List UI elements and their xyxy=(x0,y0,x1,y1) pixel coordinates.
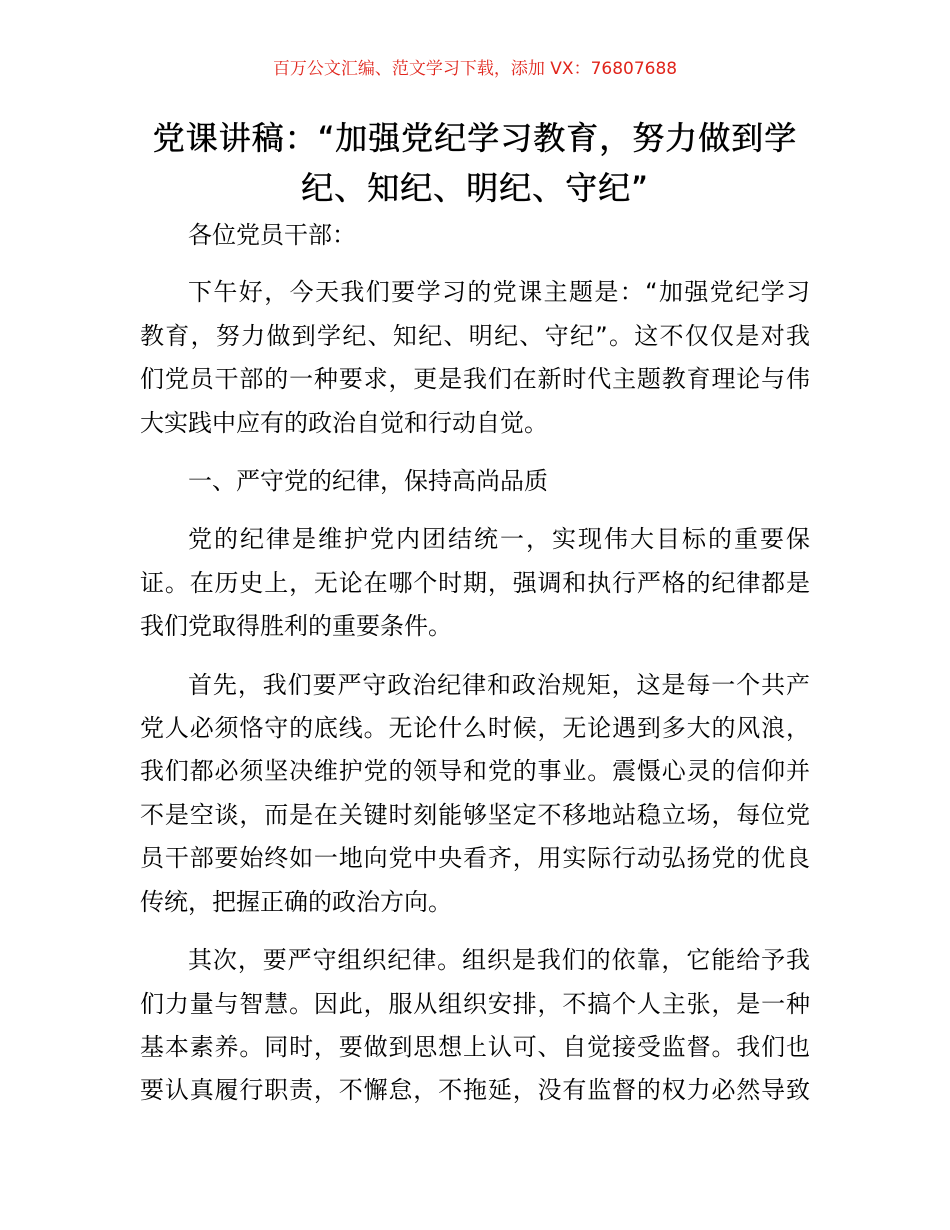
greeting xyxy=(140,214,810,257)
section-heading-1 xyxy=(140,460,810,503)
paragraph-line: 员干部要始终如一地向党中央看齐，用实际行动弘扬党的优良 xyxy=(140,844,810,873)
document-body xyxy=(140,214,810,1128)
paragraph-discipline xyxy=(140,518,810,648)
paragraph-line: 大实践中应有的政治自觉和行动自觉。 xyxy=(140,408,548,437)
paragraph-line: 们力量与智慧。因此，服从组织安排，不搞个人主张，是一种 xyxy=(140,989,810,1018)
paragraph-line: 基本素养。同时，要做到思想上认可、自觉接受监督。我们也 xyxy=(140,1032,810,1061)
document-title xyxy=(140,113,810,213)
title-line-2: 纪、知纪、明纪、守纪” xyxy=(301,169,649,207)
paragraph-line: 教育，努力做到学纪、知纪、明纪、守纪”。这不仅仅是对我 xyxy=(140,321,810,350)
paragraph-line: 下午好，今天我们要学习的党课主题是：“加强党纪学习 xyxy=(188,278,810,307)
paragraph-organizational-discipline xyxy=(140,939,810,1113)
paragraph-political-discipline xyxy=(140,664,810,924)
paragraph-line: 要认真履行职责，不懈怠，不拖延，没有监督的权力必然导致 xyxy=(140,1076,810,1105)
paragraph-line: 不是空谈，而是在关键时刻能够坚定不移地站稳立场，每位党 xyxy=(140,800,810,829)
greeting-text: 各位党员干部： xyxy=(188,221,356,249)
paragraph-intro xyxy=(140,271,810,445)
paragraph-line: 其次，要严守组织纪律。组织是我们的依靠，它能给予我 xyxy=(188,946,810,975)
paragraph-line: 我们党取得胜利的重要条件。 xyxy=(140,612,452,641)
paragraph-line: 党的纪律是维护党内团结统一，实现伟大目标的重要保 xyxy=(188,525,810,554)
title-line-1: 党课讲稿：“加强党纪学习教育，努力做到学 xyxy=(152,119,798,157)
section-heading-text: 一、严守党的纪律，保持高尚品质 xyxy=(188,467,548,496)
paragraph-line: 首先，我们要严守政治纪律和政治规矩，这是每一个共产 xyxy=(188,670,810,699)
promo-banner: 百万公文汇编、范文学习下载，添加 VX：76807688 xyxy=(272,59,678,79)
paragraph-line: 我们都必须坚决维护党的领导和党的事业。震慑心灵的信仰并 xyxy=(140,757,810,786)
paragraph-line: 证。在历史上，无论在哪个时期，强调和执行严格的纪律都是 xyxy=(140,568,810,597)
paragraph-line: 党人必须恪守的底线。无论什么时候，无论遇到多大的风浪， xyxy=(140,714,810,743)
paragraph-line: 们党员干部的一种要求，更是我们在新时代主题教育理论与伟 xyxy=(140,365,810,394)
paragraph-line: 传统，把握正确的政治方向。 xyxy=(140,887,452,916)
